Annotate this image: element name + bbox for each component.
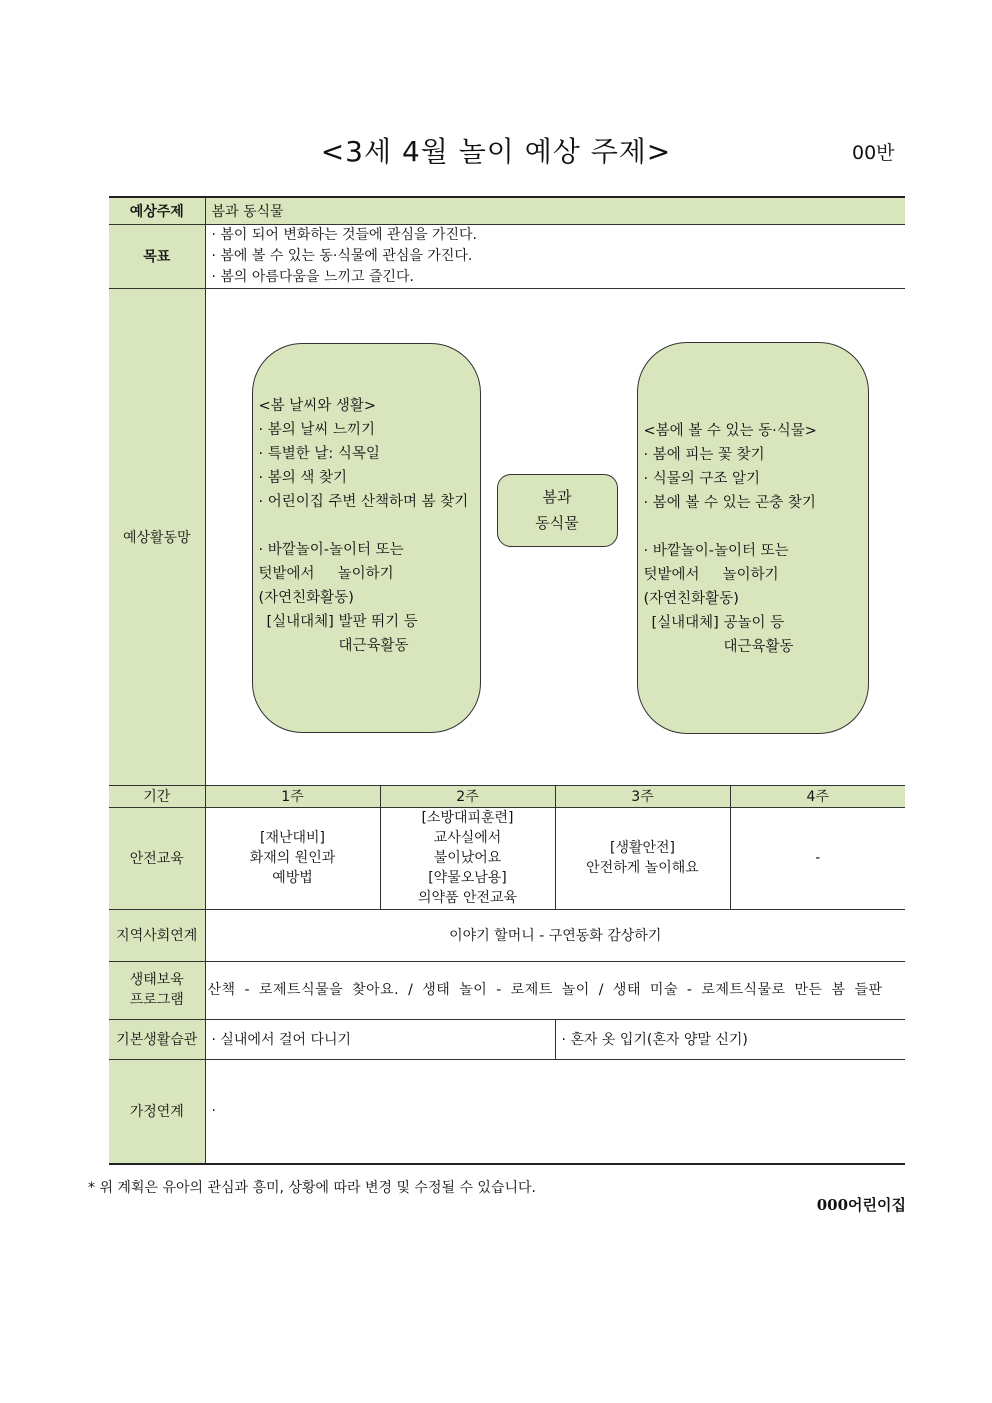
eco-label-line: 생태보육 — [129, 972, 184, 988]
safety-week-4 — [730, 807, 905, 909]
left-bubble — [252, 343, 481, 733]
center-topic-line: 봄과 — [542, 487, 572, 506]
week-header: 1주 — [205, 785, 380, 807]
left-outdoor: · 바깥놀이-놀이터 또는 — [258, 541, 404, 558]
eco-value: 산책 - 로제트식물을 찾아요. / 생태 놀이 - 로제트 놀이 / 생태 미술 - 로제트식물로 만든 봄 들판 — [205, 961, 905, 1019]
right-item: · 봄에 볼 수 있는 곤충 찾기 — [643, 494, 816, 511]
habits-label: 기본생활습관 — [109, 1019, 205, 1059]
goals-row — [109, 224, 905, 288]
safety-label: 안전교육 — [109, 807, 205, 909]
home-label: 가정연계 — [109, 1059, 205, 1164]
safety-line: 교사실에서 — [433, 830, 502, 846]
goal-item: · 봄이 되어 변화하는 것들에 관심을 가진다. — [211, 226, 478, 243]
left-item: · 봄의 색 찾기 — [258, 469, 347, 486]
habit-item: · 혼자 옷 입기(혼자 양말 신기) — [555, 1019, 905, 1059]
left-indoor: 대근육활동 — [338, 637, 409, 654]
habits-row — [109, 1019, 905, 1059]
left-item: · 봄의 날씨 느끼기 — [258, 421, 375, 438]
center-topic-box — [497, 474, 618, 547]
eco-label-line: 프로그램 — [129, 992, 184, 1008]
community-value: 이야기 할머니 - 구연동화 감상하기 — [205, 909, 905, 961]
right-indoor: 대근육활동 — [723, 638, 794, 655]
safety-line: 불이났어요 — [433, 850, 502, 866]
safety-week-3 — [555, 807, 730, 909]
organization-name: 000어린이집 — [816, 1196, 906, 1214]
left-indoor: [실내대체] 발판 뛰기 등 — [266, 613, 418, 630]
safety-week-1 — [205, 807, 380, 909]
right-outdoor: 텃밭에서 놀이하기 — [643, 566, 779, 583]
week-header: 4주 — [730, 785, 905, 807]
week-header: 2주 — [380, 785, 555, 807]
safety-line: [재난대비] — [259, 830, 326, 846]
topic-value: 봄과 동식물 — [205, 197, 905, 224]
right-outdoor: · 바깥놀이-놀이터 또는 — [643, 542, 789, 559]
topic-label: 예상주제 — [109, 197, 205, 224]
week-header: 3주 — [555, 785, 730, 807]
left-heading: <봄 날씨와 생활> — [258, 397, 377, 414]
community-label: 지역사회연계 — [109, 909, 205, 961]
right-item: · 봄에 피는 꽃 찾기 — [643, 446, 765, 463]
safety-line: [소방대피훈련] — [421, 810, 514, 826]
footnote: * 위 계획은 유아의 관심과 흥미, 상황에 따라 변경 및 수정될 수 있습니다. — [88, 1180, 536, 1196]
safety-week-2 — [380, 807, 555, 909]
safety-row — [109, 807, 905, 909]
habit-item: · 실내에서 걸어 다니기 — [205, 1019, 555, 1059]
safety-line: [생활안전] — [609, 840, 676, 856]
safety-line: 의약품 안전교육 — [417, 890, 518, 906]
period-label: 기간 — [109, 785, 205, 807]
eco-label — [109, 961, 205, 1019]
page-title: <3세 4월 놀이 예상 주제> — [320, 135, 672, 168]
left-outdoor: 텃밭에서 놀이하기 — [258, 565, 394, 582]
community-row — [109, 909, 905, 961]
activity-web-row — [109, 288, 905, 785]
home-value: · — [205, 1059, 905, 1164]
safety-line: 예방법 — [272, 870, 313, 886]
topic-row — [109, 197, 905, 224]
eco-row — [109, 961, 905, 1019]
left-outdoor: (자연친화활동) — [258, 589, 354, 606]
right-bubble — [637, 342, 869, 734]
class-name: 00반 — [852, 142, 895, 164]
goals-list — [205, 224, 905, 288]
activity-web-label: 예상활동망 — [109, 288, 205, 785]
right-item: · 식물의 구조 알기 — [643, 470, 760, 487]
plan-table — [109, 196, 905, 1165]
goal-item: · 봄의 아름다움을 느끼고 즐긴다. — [211, 268, 415, 285]
center-topic-line: 동식물 — [535, 513, 579, 532]
left-item: · 특별한 날: 식목일 — [258, 445, 380, 462]
home-row — [109, 1059, 905, 1164]
goal-item: · 봄에 볼 수 있는 동·식물에 관심을 가진다. — [211, 247, 473, 264]
right-indoor: [실내대체] 공놀이 등 — [651, 614, 785, 631]
safety-line: 안전하게 놀이해요 — [586, 860, 699, 876]
safety-line: [약물오남용] — [428, 870, 507, 886]
left-item: · 어린이집 주변 산책하며 봄 찾기 — [258, 493, 469, 510]
safety-line: - — [815, 850, 821, 866]
right-heading: <봄에 볼 수 있는 동·식물> — [643, 422, 817, 439]
right-outdoor: (자연친화활동) — [643, 590, 739, 607]
activity-web — [205, 288, 905, 785]
goals-label: 목표 — [109, 224, 205, 288]
safety-line: 화재의 원인과 — [249, 850, 336, 866]
period-row — [109, 785, 905, 807]
